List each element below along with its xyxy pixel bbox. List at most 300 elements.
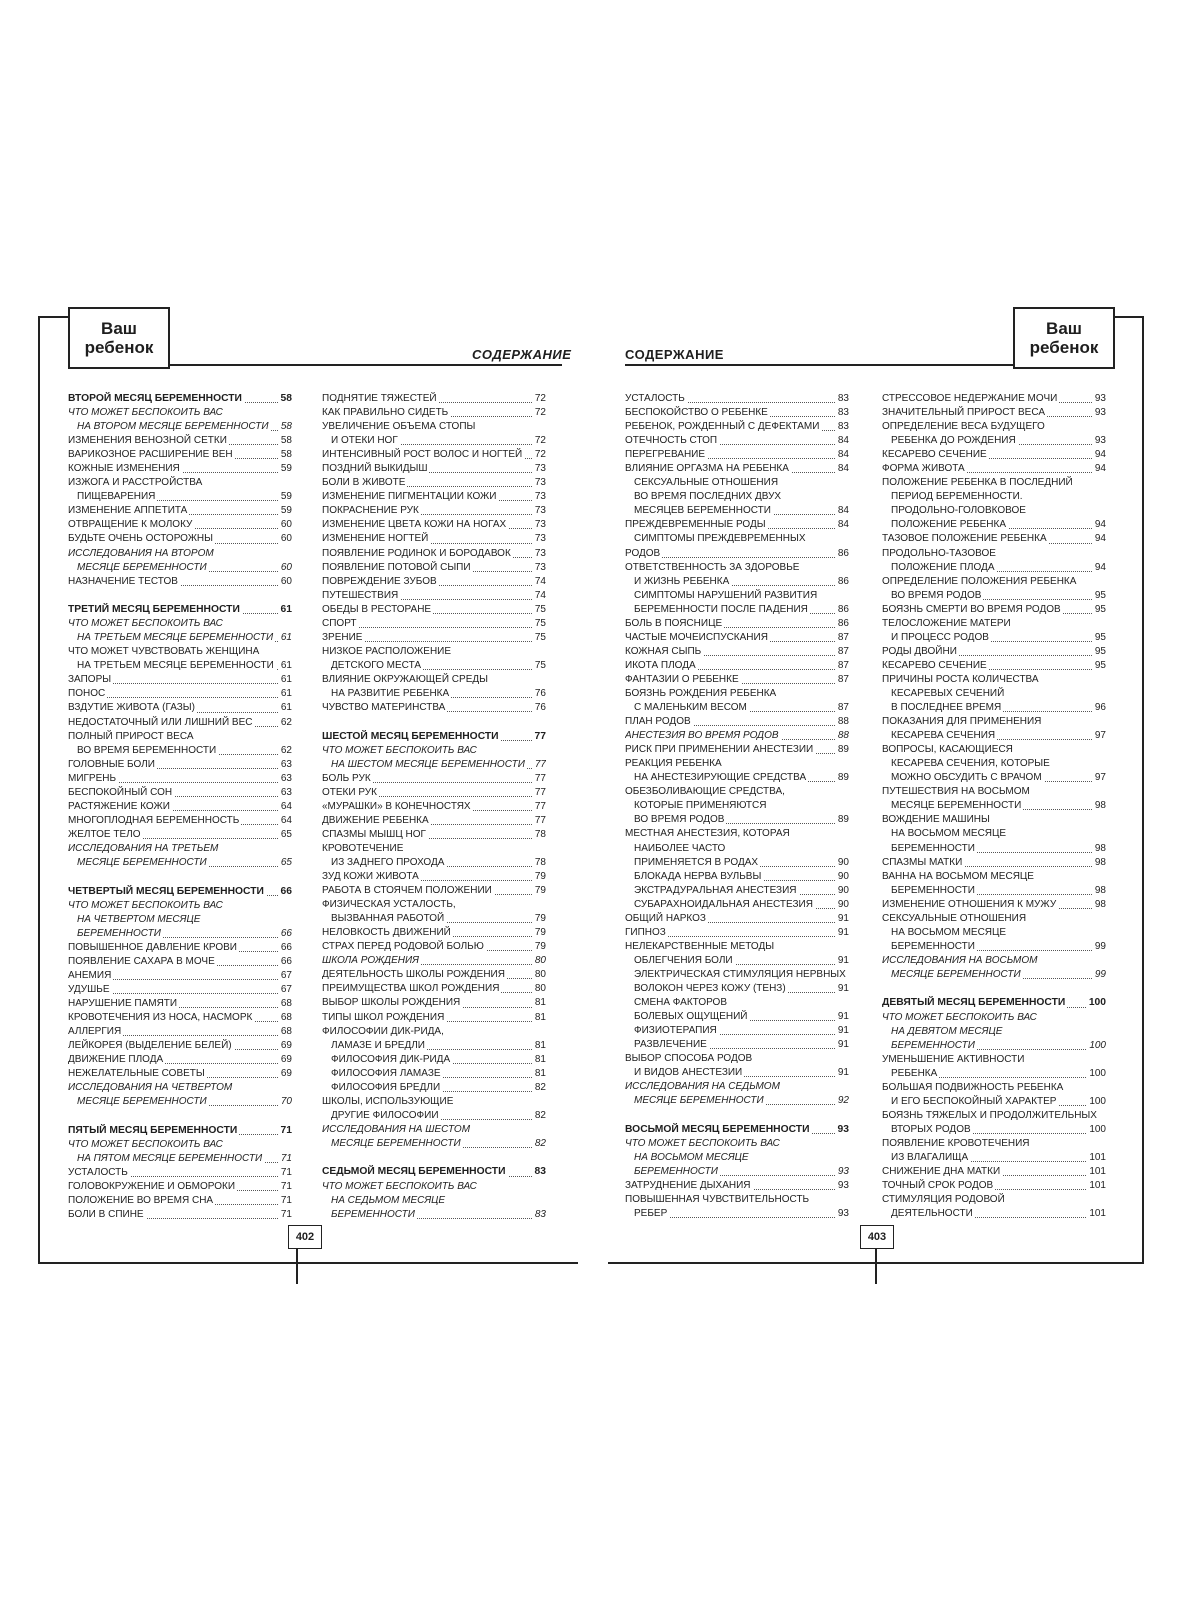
toc-entry-title: МЕСЯЦЕ БЕРЕМЕННОСТИ <box>634 1095 764 1107</box>
toc-entry <box>322 420 546 434</box>
toc-entry <box>322 673 546 687</box>
toc-entry <box>882 448 1106 462</box>
toc-page-number: 94 <box>1093 462 1106 476</box>
toc-page-number: 98 <box>1093 898 1106 912</box>
toc-entry-title: СПОРТ <box>322 617 357 629</box>
toc-chapter-heading <box>625 1123 849 1137</box>
toc-entry <box>882 729 1106 743</box>
toc-page-number: 101 <box>1087 1207 1106 1221</box>
toc-page-number: 75 <box>533 631 546 645</box>
toc-page-number: 91 <box>836 1024 849 1038</box>
toc-entry-title: ВЫЗВАННАЯ РАБОТОЙ <box>331 913 445 925</box>
toc-page-number: 59 <box>279 490 292 504</box>
toc-entry-title: КОЖНАЯ СЫПЬ <box>625 645 702 657</box>
toc-entry <box>625 813 849 827</box>
toc-entry <box>882 589 1106 603</box>
toc-page-number: 66 <box>279 885 292 899</box>
toc-page-number: 95 <box>1093 603 1106 617</box>
toc-page-number: 61 <box>279 701 292 715</box>
toc-entry-title: И ЕГО БЕСПОКОЙНЫЙ ХАРАКТЕР <box>891 1095 1057 1107</box>
toc-entry-title: ВОЖДЕНИЕ МАШИНЫ <box>882 814 990 826</box>
toc-entry <box>322 547 546 561</box>
toc-entry <box>625 434 849 448</box>
toc-entry <box>625 575 849 589</box>
toc-page-number: 65 <box>279 828 292 842</box>
toc-page-number: 82 <box>533 1109 546 1123</box>
toc-page-number: 97 <box>1093 771 1106 785</box>
toc-entry-title: ПОЗДНИЙ ВЫКИДЫШ <box>322 463 428 475</box>
toc-entry-title: БЕРЕМЕННОСТИ <box>331 1208 415 1220</box>
toc-entry <box>322 645 546 659</box>
toc-entry <box>68 448 292 462</box>
toc-chapter-heading <box>68 1124 292 1138</box>
toc-entry-title: ДРУГИЕ ФИЛОСОФИИ <box>331 1109 439 1121</box>
toc-entry-title: ЧУВСТВО МАТЕРИНСТВА <box>322 702 446 714</box>
toc-page-number: 93 <box>836 1207 849 1221</box>
toc-entry <box>68 800 292 814</box>
toc-entry <box>625 799 849 813</box>
toc-entry <box>625 968 849 982</box>
toc-entry-title: ЛЕЙКОРЕЯ (ВЫДЕЛЕНИЕ БЕЛЕЙ) <box>68 1040 232 1052</box>
left-column-1 <box>68 392 292 1222</box>
toc-entry <box>322 631 546 645</box>
toc-entry-title: ПРИМЕНЯЕТСЯ В РОДАХ <box>634 856 759 868</box>
toc-page-number: 95 <box>1093 589 1106 603</box>
toc-page-number: 87 <box>836 673 849 687</box>
toc-entry <box>322 1095 546 1109</box>
toc-entry <box>882 884 1106 898</box>
right-page-number: 403 <box>860 1225 894 1249</box>
toc-entry <box>322 490 546 504</box>
toc-entry <box>68 1208 292 1222</box>
toc-entry-title: ПОЯВЛЕНИЕ РОДИНОК И БОРОДАВОК <box>322 547 511 559</box>
toc-entry <box>882 1193 1106 1207</box>
toc-entry-title: ВТОРЫХ РОДОВ <box>891 1123 971 1135</box>
toc-entry-title: ВОПРОСЫ, КАСАЮЩИЕСЯ <box>882 744 1013 756</box>
toc-entry <box>882 575 1106 589</box>
toc-page-number: 80 <box>533 982 546 996</box>
toc-entry-title: ВО ВРЕМЯ РОДОВ <box>634 814 725 826</box>
toc-entry <box>882 1151 1106 1165</box>
toc-entry-title: КЕСАРЕВЫХ СЕЧЕНИЙ <box>891 687 1005 699</box>
toc-entry-title: СПАЗМЫ МЫШЦ НОГ <box>322 828 426 840</box>
toc-entry <box>322 800 546 814</box>
toc-page-number: 91 <box>836 982 849 996</box>
toc-page-number: 99 <box>1093 968 1106 982</box>
toc-page-number: 93 <box>836 1123 849 1137</box>
toc-page-number: 101 <box>1087 1179 1106 1193</box>
left-header-box <box>68 307 170 369</box>
toc-entry-title: ЗРЕНИЕ <box>322 631 363 643</box>
toc-subheading <box>68 1095 292 1109</box>
toc-entry-title: РОДОВ <box>625 547 661 559</box>
toc-entry <box>882 504 1106 518</box>
toc-entry <box>322 589 546 603</box>
toc-subheading <box>68 927 292 941</box>
left-outer-rule <box>38 316 40 1262</box>
toc-page-number: 63 <box>279 772 292 786</box>
toc-entry-title: ПУТЕШЕСТВИЯ <box>322 589 399 601</box>
toc-entry <box>625 1066 849 1080</box>
toc-subheading <box>625 1094 849 1108</box>
toc-entry <box>68 476 292 490</box>
toc-page-number: 79 <box>533 926 546 940</box>
toc-page-number: 60 <box>279 518 292 532</box>
toc-entry-title: СИМПТОМЫ ПРЕЖДЕВРЕМЕННЫХ <box>634 533 806 545</box>
toc-entry-title: НЕЛЕКАРСТВЕННЫЕ МЕТОДЫ <box>625 940 775 952</box>
toc-entry-title: НА СЕДЬМОМ МЕСЯЦЕ <box>331 1194 446 1206</box>
toc-page-number: 66 <box>279 941 292 955</box>
toc-page-number: 98 <box>1093 856 1106 870</box>
toc-entry-title: МЕСЯЦЕ БЕРЕМЕННОСТИ <box>77 857 207 868</box>
toc-entry-title: ПОКАЗАНИЯ ДЛЯ ПРИМЕНЕНИЯ <box>882 716 1042 728</box>
toc-entry <box>68 532 292 546</box>
toc-entry-title: БОЯЗНЬ ТЯЖЕЛЫХ И ПРОДОЛЖИТЕЛЬНЫХ <box>882 1109 1097 1121</box>
toc-page-number: 79 <box>533 870 546 884</box>
toc-page-number: 94 <box>1093 532 1106 546</box>
toc-entry-title: ПОКРАСНЕНИЕ РУК <box>322 505 419 517</box>
toc-entry-title: ВЫБОР СПОСОБА РОДОВ <box>625 1053 753 1065</box>
toc-entry-title: ОБЩИЙ НАРКОЗ <box>625 912 706 924</box>
toc-entry <box>322 786 546 800</box>
toc-page-number: 77 <box>533 814 546 828</box>
toc-entry-title: ЖЕЛТОЕ ТЕЛО <box>68 828 141 840</box>
toc-entry-title: КРОВОТЕЧЕНИЕ <box>322 842 404 854</box>
toc-page-number: 95 <box>1093 645 1106 659</box>
toc-page-number: 93 <box>1093 406 1106 420</box>
toc-entry-title: БЕРЕМЕННОСТИ <box>891 842 975 854</box>
toc-entry-title: ВЫБОР ШКОЛЫ РОЖДЕНИЯ <box>322 997 461 1009</box>
toc-entry-title: НАРУШЕНИЕ ПАМЯТИ <box>68 997 178 1009</box>
toc-entry-title: БОЯЗНЬ СМЕРТИ ВО ВРЕМЯ РОДОВ <box>882 603 1061 615</box>
toc-entry-title: БЕРЕМЕННОСТИ <box>77 927 161 939</box>
toc-entry-title: ПУТЕШЕСТВИЯ НА ВОСЬМОМ <box>882 786 1030 798</box>
toc-entry <box>882 490 1106 504</box>
toc-page-number: 98 <box>1093 799 1106 813</box>
toc-entry <box>625 462 849 476</box>
toc-entry <box>625 687 849 701</box>
toc-entry-title: ПРОДОЛЬНО-ТАЗОВОЕ <box>882 547 996 559</box>
toc-entry-title: СМЕНА ФАКТОРОВ <box>634 997 727 1009</box>
toc-entry <box>322 772 546 786</box>
toc-page-number: 100 <box>1087 1095 1106 1109</box>
toc-entry <box>625 561 849 575</box>
toc-entry <box>625 1038 849 1052</box>
toc-page-number: 90 <box>836 884 849 898</box>
toc-entry <box>68 941 292 955</box>
toc-entry-title: ПОЛОЖЕНИЕ ВО ВРЕМЯ СНА <box>68 1195 214 1207</box>
toc-page-number: 72 <box>533 392 546 406</box>
toc-entry-title: ВАННА НА ВОСЬМОМ МЕСЯЦЕ <box>882 870 1034 882</box>
toc-chapter-heading <box>882 996 1106 1010</box>
toc-spacer <box>68 589 292 604</box>
toc-entry-title: ИЗ ЗАДНЕГО ПРОХОДА <box>331 857 445 868</box>
toc-page-number: 64 <box>279 800 292 814</box>
toc-entry-title: ОБЛЕГЧЕНИЯ БОЛИ <box>634 954 733 966</box>
toc-entry-title: РАБОТА В СТОЯЧЕМ ПОЛОЖЕНИИ <box>322 885 492 897</box>
toc-page-number: 99 <box>1093 940 1106 954</box>
toc-page-number: 94 <box>1093 518 1106 532</box>
toc-entry <box>625 1052 849 1066</box>
toc-entry-title: ЭЛЕКТРИЧЕСКАЯ СТИМУЛЯЦИЯ НЕРВНЫХ <box>634 968 846 980</box>
toc-entry-title: ЗАПОРЫ <box>68 674 112 686</box>
toc-entry-title: ВОСЬМОЙ МЕСЯЦ БЕРЕМЕННОСТИ <box>625 1123 810 1135</box>
toc-entry-title: БЕРЕМЕННОСТИ <box>891 1039 975 1051</box>
toc-entry-title: ИССЛЕДОВАНИЯ НА СЕДЬМОМ <box>625 1081 780 1093</box>
toc-entry <box>625 926 849 940</box>
toc-entry <box>882 561 1106 575</box>
toc-page-number: 84 <box>836 504 849 518</box>
toc-entry <box>625 757 849 771</box>
toc-page-number: 101 <box>1087 1151 1106 1165</box>
toc-entry <box>68 687 292 701</box>
toc-page-number: 77 <box>533 800 546 814</box>
toc-chapter-heading <box>68 392 292 406</box>
toc-entry-title: ИЗ ВЛАГАЛИЩА <box>891 1151 969 1163</box>
toc-entry-title: ПИЩЕВАРЕНИЯ <box>77 491 156 503</box>
toc-page-number: 90 <box>836 870 849 884</box>
toc-entry-title: НЕДОСТАТОЧНЫЙ ИЛИ ЛИШНИЙ ВЕС <box>68 716 253 728</box>
toc-entry-title: ЗНАЧИТЕЛЬНЫЙ ПРИРОСТ ВЕСА <box>882 407 1046 419</box>
toc-entry <box>882 687 1106 701</box>
toc-entry <box>322 996 546 1010</box>
toc-entry-title: ВО ВРЕМЯ БЕРЕМЕННОСТИ <box>77 744 217 756</box>
left-title-rule <box>168 364 562 366</box>
toc-page-number: 61 <box>279 673 292 687</box>
toc-entry-title: ШКОЛЫ, ИСПОЛЬЗУЮЩИЕ <box>322 1095 454 1107</box>
toc-entry-title: НА ВТОРОМ МЕСЯЦЕ БЕРЕМЕННОСТИ <box>77 421 269 433</box>
toc-page-number: 91 <box>836 1010 849 1024</box>
toc-entry-title: СЕКСУАЛЬНЫЕ ОТНОШЕНИЯ <box>634 477 779 489</box>
toc-entry-title: ВЛИЯНИЕ ОРГАЗМА НА РЕБЕНКА <box>625 463 789 475</box>
toc-entry <box>882 645 1106 659</box>
toc-entry-title: ВЗДУТИЕ ЖИВОТА (ГАЗЫ) <box>68 702 195 714</box>
toc-entry <box>625 617 849 631</box>
toc-entry <box>625 982 849 996</box>
toc-subheading <box>68 547 292 561</box>
toc-entry <box>882 1095 1106 1109</box>
toc-page-number: 83 <box>533 1208 546 1222</box>
toc-entry <box>322 532 546 546</box>
toc-entry-title: ПОВРЕЖДЕНИЕ ЗУБОВ <box>322 575 437 587</box>
toc-entry <box>882 715 1106 729</box>
toc-page-number: 93 <box>1093 434 1106 448</box>
toc-entry <box>882 1165 1106 1179</box>
toc-entry-title: ИЗЖОГА И РАССТРОЙСТВА <box>68 477 203 489</box>
toc-entry <box>882 1137 1106 1151</box>
toc-entry <box>882 813 1106 827</box>
toc-entry <box>625 743 849 757</box>
toc-entry <box>625 1024 849 1038</box>
toc-entry-title: СТРАХ ПЕРЕД РОДОВОЙ БОЛЬЮ <box>322 941 484 953</box>
toc-entry-title: ПРЕЖДЕВРЕМЕННЫЕ РОДЫ <box>625 519 766 531</box>
toc-page-number: 78 <box>533 856 546 870</box>
toc-entry-title: НЕЛОВКОСТЬ ДВИЖЕНИЙ <box>322 927 451 939</box>
toc-entry <box>322 912 546 926</box>
toc-page-number: 88 <box>836 729 849 743</box>
toc-entry <box>625 870 849 884</box>
toc-page-number: 91 <box>836 1066 849 1080</box>
toc-entry-title: НА РАЗВИТИЕ РЕБЕНКА <box>331 687 450 699</box>
toc-entry-title: МЕСЯЦЕ БЕРЕМЕННОСТИ <box>891 800 1022 812</box>
toc-entry-title: ПОВЫШЕННОЕ ДАВЛЕНИЕ КРОВИ <box>68 941 237 953</box>
toc-entry-title: ФАНТАЗИИ О РЕБЕНКЕ <box>625 673 739 685</box>
toc-page-number: 73 <box>533 504 546 518</box>
toc-page-number: 91 <box>836 912 849 926</box>
toc-entry <box>68 673 292 687</box>
toc-page-number: 98 <box>1093 842 1106 856</box>
toc-spacer <box>322 715 546 730</box>
toc-entry-title: ДВИЖЕНИЕ РЕБЕНКА <box>322 814 429 826</box>
toc-entry-title: БОЛЕВЫХ ОЩУЩЕНИЙ <box>634 1011 748 1023</box>
toc-page-number: 82 <box>533 1137 546 1151</box>
toc-entry-title: ЧТО МОЖЕТ БЕСПОКОИТЬ ВАС <box>882 1011 1037 1023</box>
toc-entry <box>882 926 1106 940</box>
toc-entry <box>322 462 546 476</box>
toc-entry-title: БОЛЬ РУК <box>322 772 371 784</box>
toc-entry-title: ЧЕТВЕРТЫЙ МЕСЯЦ БЕРЕМЕННОСТИ <box>68 885 264 897</box>
toc-entry-title: КАК ПРАВИЛЬНО СИДЕТЬ <box>322 407 449 419</box>
toc-entry-title: ШЕСТОЙ МЕСЯЦ БЕРЕМЕННОСТИ <box>322 730 499 742</box>
toc-page-number: 71 <box>279 1152 292 1166</box>
toc-subheading <box>625 1165 849 1179</box>
toc-entry-title: ЛАМАЗЕ И БРЕДЛИ <box>331 1039 425 1051</box>
left-section-title: СОДЕРЖАНИЕ <box>472 347 572 362</box>
toc-entry-title: ВТОРОЙ МЕСЯЦ БЕРЕМЕННОСТИ <box>68 393 242 404</box>
toc-entry <box>322 968 546 982</box>
toc-subheading <box>882 1039 1106 1053</box>
toc-entry <box>882 1053 1106 1067</box>
toc-entry-title: БЕСПОКОЙСТВО О РЕБЕНКЕ <box>625 407 768 419</box>
toc-entry-title: НА ЧЕТВЕРТОМ МЕСЯЦЕ <box>77 913 201 925</box>
toc-entry <box>882 1207 1106 1221</box>
toc-page-number: 77 <box>533 730 546 744</box>
toc-entry-title: МЕСТНАЯ АНЕСТЕЗИЯ, КОТОРАЯ <box>625 828 790 840</box>
toc-entry <box>882 940 1106 954</box>
toc-page-number: 73 <box>533 547 546 561</box>
toc-entry <box>882 842 1106 856</box>
toc-entry-title: АЛЛЕРГИЯ <box>68 1026 122 1038</box>
toc-entry <box>68 997 292 1011</box>
toc-entry-title: ОБЕЗБОЛИВАЮЩИЕ СРЕДСТВА, <box>625 786 785 798</box>
toc-subheading <box>68 842 292 856</box>
toc-entry-title: СНИЖЕНИЕ ДНА МАТКИ <box>882 1166 1001 1178</box>
toc-entry-title: ПОЯВЛЕНИЕ ПОТОВОЙ СЫПИ <box>322 561 471 573</box>
toc-page-number: 95 <box>1093 659 1106 673</box>
toc-entry-title: ТИПЫ ШКОЛ РОЖДЕНИЯ <box>322 1011 445 1023</box>
toc-page-number: 88 <box>836 715 849 729</box>
header-line-2: ребенок <box>84 338 154 357</box>
toc-entry <box>625 1207 849 1221</box>
toc-entry <box>882 617 1106 631</box>
toc-page-number: 78 <box>533 828 546 842</box>
toc-entry-title: ПЕРИОД БЕРЕМЕННОСТИ. <box>891 491 1023 503</box>
toc-entry-title: И ЖИЗНЬ РЕБЕНКА <box>634 575 730 587</box>
toc-entry <box>322 392 546 406</box>
toc-entry-title: ЧТО МОЖЕТ БЕСПОКОИТЬ ВАС <box>68 618 223 630</box>
toc-entry-title: ПОЛОЖЕНИЕ ПЛОДА <box>891 561 995 573</box>
toc-entry <box>625 1179 849 1193</box>
toc-entry <box>68 1180 292 1194</box>
toc-entry-title: ИКОТА ПЛОДА <box>625 659 696 671</box>
toc-page-number: 71 <box>279 1208 292 1222</box>
toc-entry <box>625 701 849 715</box>
toc-page-number: 81 <box>533 1011 546 1025</box>
toc-subheading <box>625 729 849 743</box>
toc-page-number: 58 <box>279 392 292 406</box>
toc-entry-title: НАЗНАЧЕНИЕ ТЕСТОВ <box>68 575 178 587</box>
toc-page-number: 95 <box>1093 631 1106 645</box>
toc-subheading <box>625 1080 849 1094</box>
toc-entry-title: БОЛЬ В ПОЯСНИЦЕ <box>625 617 723 629</box>
toc-entry-title: ИССЛЕДОВАНИЯ НА ВТОРОМ <box>68 547 214 559</box>
toc-page-number: 62 <box>279 716 292 730</box>
toc-page-number: 59 <box>279 462 292 476</box>
toc-entry <box>322 926 546 940</box>
toc-entry-title: ЗАТРУДНЕНИЕ ДЫХАНИЯ <box>625 1180 751 1192</box>
toc-subheading <box>322 1208 546 1222</box>
toc-entry <box>68 1194 292 1208</box>
toc-entry <box>625 406 849 420</box>
toc-page-number: 89 <box>836 771 849 785</box>
toc-entry-title: БУДЬТЕ ОЧЕНЬ ОСТОРОЖНЫ <box>68 533 214 545</box>
toc-entry-title: МОЖНО ОБСУДИТЬ С ВРАЧОМ <box>891 772 1042 784</box>
toc-entry-title: СПАЗМЫ МАТКИ <box>882 856 963 868</box>
toc-entry <box>625 715 849 729</box>
toc-entry-title: БОЯЗНЬ РОЖДЕНИЯ РЕБЕНКА <box>625 687 777 699</box>
toc-page-number: 73 <box>533 518 546 532</box>
toc-subheading <box>322 1194 546 1208</box>
toc-entry <box>882 757 1106 771</box>
toc-entry-title: НА ВОСЬМОМ МЕСЯЦЕ <box>891 828 1007 840</box>
toc-entry-title: ИССЛЕДОВАНИЯ НА ШЕСТОМ <box>322 1123 471 1135</box>
toc-entry-title: ГОЛОВНЫЕ БОЛИ <box>68 758 155 770</box>
toc-subheading <box>68 406 292 420</box>
toc-page-number: 71 <box>279 1180 292 1194</box>
toc-page-number: 91 <box>836 954 849 968</box>
left-top-rule <box>38 316 68 318</box>
toc-entry-title: ИССЛЕДОВАНИЯ НА ВОСЬМОМ <box>882 954 1038 966</box>
toc-entry-title: ОТЕЧНОСТЬ СТОП <box>625 435 718 447</box>
toc-page-number: 60 <box>279 561 292 575</box>
toc-entry-title: СИМПТОМЫ НАРУШЕНИЙ РАЗВИТИЯ <box>634 589 818 601</box>
toc-page-number: 58 <box>279 448 292 462</box>
toc-entry-title: И ПРОЦЕСС РОДОВ <box>891 631 989 643</box>
toc-entry <box>68 983 292 997</box>
toc-spacer <box>882 982 1106 997</box>
toc-entry-title: БЕРЕМЕННОСТИ ПОСЛЕ ПАДЕНИЯ <box>634 603 808 615</box>
toc-entry <box>322 476 546 490</box>
toc-entry-title: РЕБЕР <box>634 1208 668 1220</box>
toc-entry-title: РЕБЕНКА <box>891 1067 938 1079</box>
toc-entry-title: ТРЕТИЙ МЕСЯЦ БЕРЕМЕННОСТИ <box>68 604 240 616</box>
toc-entry <box>625 940 849 954</box>
toc-entry-title: НАИБОЛЕЕ ЧАСТО <box>634 842 726 854</box>
toc-subheading <box>625 1151 849 1165</box>
toc-page-number: 61 <box>279 603 292 617</box>
toc-entry <box>625 645 849 659</box>
toc-entry-title: ИССЛЕДОВАНИЯ НА ТРЕТЬЕМ <box>68 842 219 854</box>
toc-entry <box>882 701 1106 715</box>
toc-entry <box>882 420 1106 434</box>
toc-entry-title: КЕСАРЕВО СЕЧЕНИЕ <box>882 449 987 461</box>
toc-page-number: 69 <box>279 1067 292 1081</box>
toc-entry <box>68 504 292 518</box>
toc-entry <box>322 659 546 673</box>
toc-entry-title: ФИЛОСОФИЯ БРЕДЛИ <box>331 1081 441 1093</box>
toc-entry <box>68 969 292 983</box>
toc-chapter-heading <box>68 885 292 899</box>
